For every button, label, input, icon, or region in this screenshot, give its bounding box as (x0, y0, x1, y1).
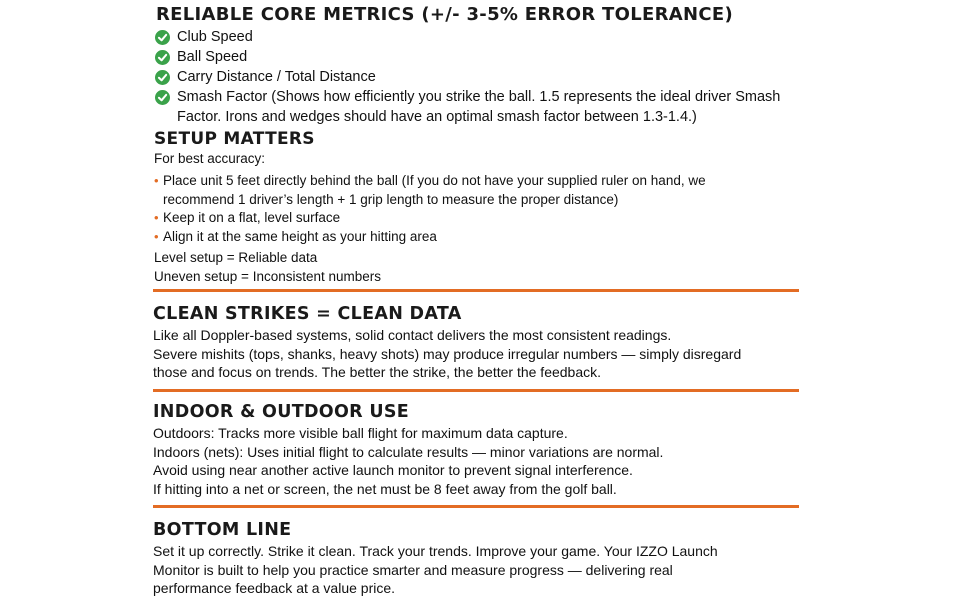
clean-strikes-line: Severe mishits (tops, shanks, heavy shots) may produce irregular numbers — simply disregard (153, 345, 742, 362)
setup-intro: For best accuracy: (154, 151, 266, 166)
bottom-line-line: Set it up correctly. Strike it clean. Track your trends. Improve your game. Your IZZO Launch (153, 543, 718, 559)
setup-notes (154, 249, 706, 286)
check-circle-icon (155, 30, 170, 45)
metric-label: Ball Speed (177, 49, 248, 65)
bottom-line-section (153, 518, 718, 598)
clean-strikes-line: Like all Doppler-based systems, solid contact delivers the most consistent readings. (153, 327, 672, 343)
bullet-text-continuation: recommend 1 driver’s length + 1 grip length to measure the proper distance) (163, 191, 619, 207)
bullet-icon: • (154, 173, 159, 188)
setup-heading: SETUP MATTERS (154, 129, 315, 149)
metric-label-continuation: Factor. Irons and wedges should have an optimal smash factor between 1.3-1.4.) (177, 109, 697, 125)
indoor-outdoor-heading: INDOOR & OUTDOOR USE (153, 402, 409, 422)
metric-item (155, 87, 780, 127)
core-metrics-section (155, 3, 780, 127)
metric-item (155, 27, 780, 47)
clean-strikes-line: those and focus on trends. The better the strike, the better the feedback. (153, 364, 602, 381)
core-metrics-list (155, 27, 780, 127)
bottom-line-line: performance feedback at a value price. (153, 580, 396, 597)
indoor-outdoor-line: Outdoors: Tracks more visible ball flight for maximum data capture. (153, 425, 568, 441)
setup-section (154, 128, 706, 287)
bullet-icon: • (154, 210, 159, 226)
indoor-outdoor-section (153, 400, 663, 498)
metric-item (155, 67, 780, 87)
setup-note: Uneven setup = Inconsistent numbers (154, 268, 382, 284)
bullet-text: Keep it on a flat, level surface (163, 210, 341, 226)
bottom-line-heading: BOTTOM LINE (153, 520, 292, 540)
core-metrics-heading: RELIABLE CORE METRICS (+/- 3-5% ERROR TOLERANCE) (156, 4, 733, 25)
indoor-outdoor-line: If hitting into a net or screen, the net must be 8 feet away from the golf ball. (153, 480, 617, 497)
indoor-outdoor-line: Indoors (nets): Uses initial flight to calculate results — minor variations are normal. (153, 443, 664, 460)
section-divider (153, 505, 799, 508)
bullet-text: Align it at the same height as your hitting area (163, 228, 437, 244)
clean-strikes-heading: CLEAN STRIKES = CLEAN DATA (153, 304, 462, 324)
setup-bullet-item (154, 172, 706, 209)
metric-label: Carry Distance / Total Distance (177, 69, 376, 85)
metric-item (155, 47, 780, 67)
bullet-text: Place unit 5 feet directly behind the ball (If you do not have your supplied ruler on hand, we (163, 173, 706, 188)
bullet-icon: • (154, 228, 159, 244)
setup-bullet-item (154, 209, 706, 228)
setup-bullet-item (154, 228, 706, 247)
setup-note: Level setup = Reliable data (154, 250, 318, 266)
check-circle-icon (155, 70, 170, 85)
check-circle-icon (155, 90, 170, 105)
section-divider (153, 389, 799, 392)
check-circle-icon (155, 50, 170, 65)
metric-label: Smash Factor (Shows how efficiently you strike the ball. 1.5 represents the ideal driver Smash (177, 89, 781, 105)
section-divider (153, 289, 799, 292)
metric-label: Club Speed (177, 29, 253, 45)
bottom-line-line: Monitor is built to help you practice smarter and measure progress — delivering real (153, 561, 673, 578)
clean-strikes-section (153, 302, 741, 382)
indoor-outdoor-line: Avoid using near another active launch monitor to prevent signal interference. (153, 462, 633, 479)
setup-bullet-list (154, 172, 706, 246)
